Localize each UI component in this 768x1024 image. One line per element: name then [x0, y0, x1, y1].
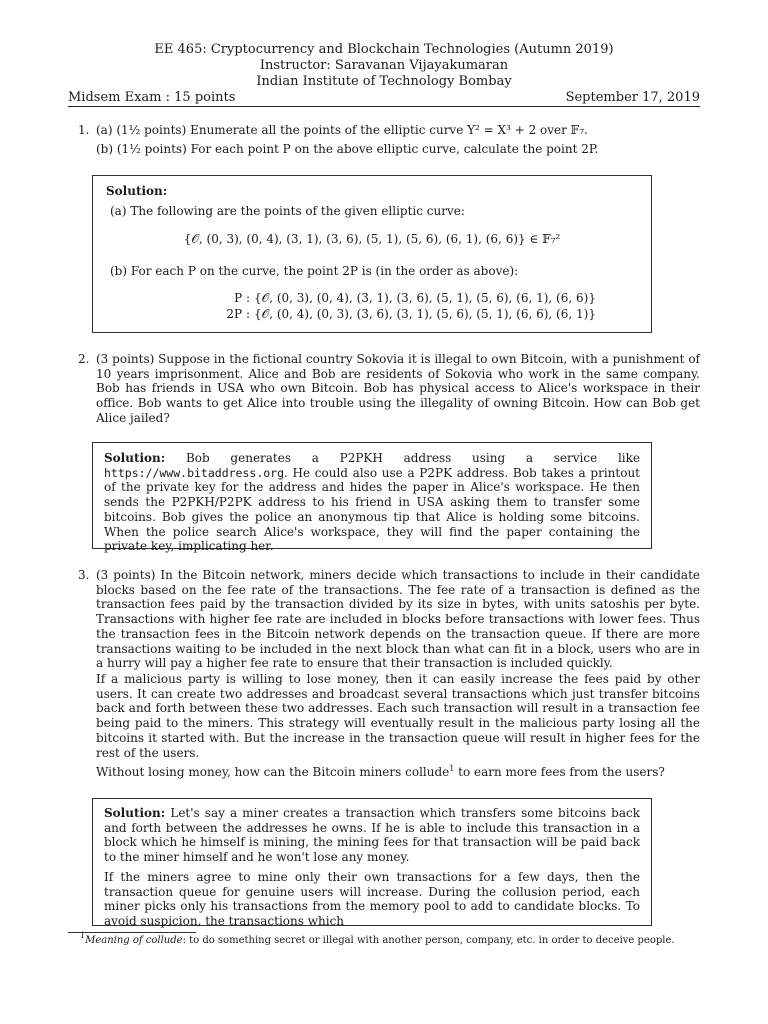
q2-solution-post: . He could also use a P2PK address. Bob takes a printout of the private key for the address and hides the paper in Alice's workspace. He then sends the P2PKH/P2PK address to his friend in USA asking them to transfer some bitcoins. Bob gives the police an anonymous tip that Alice is holding some bitcoins. When the police search Alice's workspace, they will find the paper containing the private key, implicating her.: [104, 465, 640, 554]
exam-meta-row: [68, 90, 700, 106]
q2-text: (3 points) Suppose in the fictional country Sokovia it is illegal to own Bitcoin, with a punishment of 10 years imprisonment. Alice and Bob are residents of Sokovia who work in the same company. Bob has friends in USA who own Bitcoin. Bob has physical access to Alice's workspace in their office. Bob wants to get Alice into trouble using the illegality of owning Bitcoin. How can Bob get Alice jailed?: [96, 352, 700, 425]
footnote-ref: 1: [449, 764, 455, 773]
header-rule: [68, 106, 700, 107]
q1b-label: (b): [96, 142, 114, 156]
2p-row: {𝒪, (0, 4), (0, 3), (3, 6), (3, 1), (5, 6), (5, 1), (6, 6), (6, 1)}: [254, 307, 596, 321]
p-label: P :: [234, 291, 250, 305]
q1b-points: (1½ points): [116, 142, 187, 156]
q2-number: 2.: [78, 352, 90, 366]
instructor-line: Instructor: Saravanan Vijayakumaran: [259, 58, 509, 73]
footnote-term: Meaning of collude: [85, 935, 183, 946]
q2-solution-label: Solution:: [104, 451, 166, 465]
q1-solution-a: (a) The following are the points of the given elliptic curve:: [110, 204, 465, 218]
exam-date: September 17, 2019: [565, 90, 700, 105]
q3-solution-text-1: Let's say a miner creates a transaction which transfers some bitcoins back and forth between the addresses he owns. If he is able to include this transaction in a block which he himself is mining, the mining fees for that transaction will be paid back to the miner himself and he won't lose any money.: [104, 806, 640, 865]
q3-para-2: If a malicious party is willing to lose money, then it can easily increase the fees paid by other users. It can create two addresses and broadcast several transactions which just transfer bitcoins back and forth between these two addresses. Each such transaction will result in a transaction fee being paid to the miners. This strategy will eventually result in the malicious party losing all the bitcoins it started with. But the increase in the transaction queue will result in higher fees for the rest of the users.: [96, 672, 700, 760]
q1-part-a: [96, 123, 696, 138]
q3-solution-1: [104, 806, 640, 865]
q3-question-pre: Without losing money, how can the Bitcoin miners collude: [96, 765, 450, 779]
course-title: EE 465: Cryptocurrency and Blockchain Technologies (Autumn 2019): [154, 42, 614, 57]
p-row: {𝒪, (0, 3), (0, 4), (3, 1), (3, 6), (5, 1), (5, 6), (6, 1), (6, 6)}: [254, 291, 596, 305]
bitaddress-url: https://www.bitaddress.org: [104, 465, 285, 480]
institute-line: Indian Institute of Technology Bombay: [256, 74, 512, 89]
q1-solution-b: (b) For each P on the curve, the point 2P is (in the order as above):: [110, 264, 519, 278]
q1a-points: (1½ points): [116, 123, 187, 137]
footnote-mark: 1: [80, 931, 86, 940]
q3-question-post: to earn more fees from the users?: [454, 765, 665, 779]
footnote-rule: [68, 932, 196, 933]
q2-solution: [104, 451, 640, 554]
footnote: [80, 931, 680, 947]
q3-solution-label: Solution:: [104, 806, 166, 820]
q2-solution-pre: Bob generates a P2PKH address using a service like: [185, 451, 640, 465]
q1a-text: Enumerate all the points of the elliptic curve Y² = X³ + 2 over 𝔽₇.: [190, 123, 588, 137]
points-set: {𝒪, (0, 3), (0, 4), (3, 1), (3, 6), (5, 1), (5, 6), (6, 1), (6, 6)} ∈ 𝔽₇²: [183, 232, 561, 246]
q1-part-b: [96, 142, 696, 157]
q3-solution-2: If the miners agree to mine only their own transactions for a few days, then the transaction queue for genuine users will increase. During the collusion period, each miner picks only his transactions from the memory pool to add to candidate blocks. To avoid suspicion, the transactions which: [104, 870, 640, 929]
q1-solution-label: Solution:: [106, 184, 168, 198]
footnote-text: : to do something secret or illegal with another person, company, etc. in order to deceive people.: [182, 935, 675, 946]
q3-para-1: (3 points) In the Bitcoin network, miners decide which transactions to include in their candidate blocks based on the fee rate of the transactions. The fee rate of a transaction is defined as the transaction fees paid by the transaction divided by its size in bytes, with units satoshis per byte. Transactions with higher fee rate are included in blocks before transactions with lower fees. Thus the transaction fees in the Bitcoin network depends on the transaction queue. If there are more transactions waiting to be included in the next block than what can fit in a block, users who are in a hurry will pay a higher fee rate to ensure that their transaction is included quickly.: [96, 568, 700, 671]
q1a-label: (a): [96, 123, 113, 137]
q1-number: 1.: [78, 123, 90, 137]
exam-title: Midsem Exam : 15 points: [68, 90, 236, 105]
2p-label: 2P :: [226, 307, 250, 321]
q1b-text: For each point P on the above elliptic curve, calculate the point 2P.: [190, 142, 599, 156]
q3-para-3: [96, 765, 700, 780]
q3-number: 3.: [78, 568, 90, 582]
